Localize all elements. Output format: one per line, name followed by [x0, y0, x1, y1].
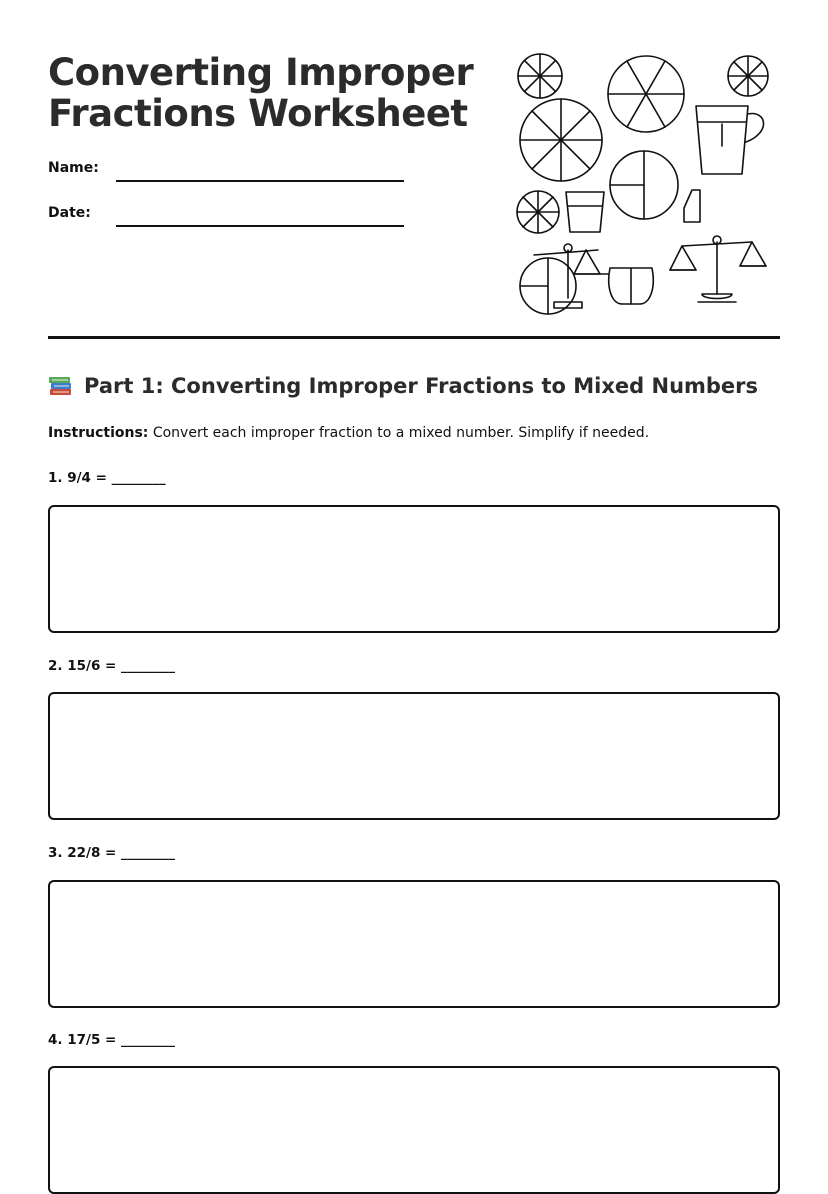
pie-quarters-icon [610, 151, 678, 219]
instructions [48, 425, 649, 441]
fractions-clipart-icon [510, 50, 780, 315]
pot-icon [609, 268, 654, 304]
name-label: Name: [48, 160, 99, 176]
answer-box-2[interactable] [48, 692, 780, 820]
section-divider [48, 336, 780, 339]
instructions-text: Convert each improper fraction to a mixed number. Simplify if needed. [148, 425, 650, 441]
problem-3-label: 3. 22/8 = ________ [48, 845, 176, 861]
problem-4-label: 4. 17/5 = ________ [48, 1032, 176, 1048]
problem-1-label: 1. 9/4 = ________ [48, 470, 166, 486]
answer-box-4[interactable] [48, 1066, 780, 1194]
page-title [48, 52, 478, 134]
part1-heading-text: Part 1: Converting Improper Fractions to Mixed Numbers [84, 374, 759, 398]
problem-2-label: 2. 15/6 = ________ [48, 658, 176, 674]
small-block-icon [684, 190, 700, 222]
instructions-label: Instructions: [48, 425, 149, 441]
balance-scale-left-icon [520, 244, 608, 314]
mug-icon [696, 106, 764, 174]
pie-eighths-large-icon [520, 99, 602, 181]
pie-sixths-icon [608, 56, 684, 132]
balance-scale-right-icon [670, 236, 766, 302]
books-icon [48, 374, 74, 398]
name-field[interactable] [116, 180, 404, 182]
title-line-1: Converting Improper [48, 51, 474, 94]
answer-box-3[interactable] [48, 880, 780, 1008]
answer-box-1[interactable] [48, 505, 780, 633]
date-field[interactable] [116, 225, 404, 227]
part1-heading [48, 374, 758, 398]
pie-small-bottom-icon [517, 191, 559, 233]
glass-icon [566, 192, 604, 232]
date-label: Date: [48, 205, 91, 221]
pie-eighths-small-right-icon [728, 56, 768, 96]
title-line-2: Fractions Worksheet [48, 92, 468, 135]
pie-eighths-small-icon [518, 54, 562, 98]
